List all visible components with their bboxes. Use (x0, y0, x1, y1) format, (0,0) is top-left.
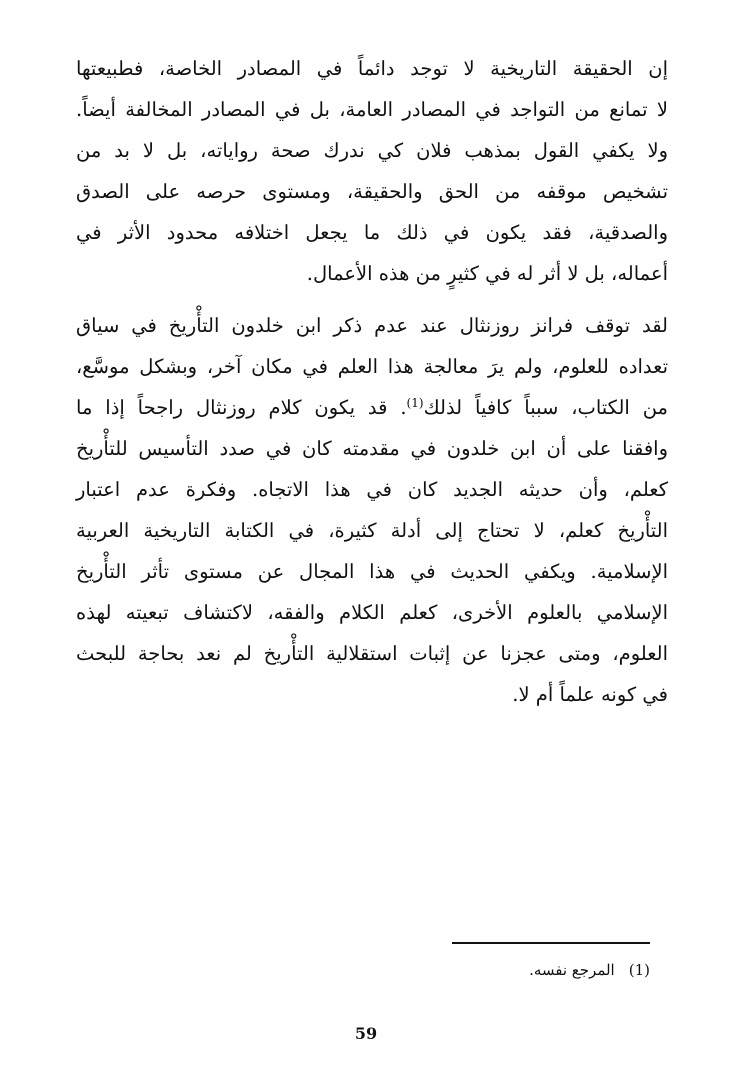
text-line: إن الحقيقة التاريخية لا توجد دائماً في المصادر الخاصة، فطبيعتها (76, 57, 668, 80)
text-line: الإسلامية. ويكفي الحديث في هذا المجال عن مستوى تأثر التأْريخ (76, 560, 668, 583)
text-line: ولا يكفي القول بمذهب فلان كي ندرك صحة رواياته، بل لا بد من (76, 139, 668, 162)
paragraph-2 (76, 305, 668, 715)
body-text (76, 48, 668, 715)
page-number: 59 (354, 1024, 378, 1043)
footnote-number: (1) (628, 961, 650, 979)
text-line: في كونه علماً أم لا. (512, 683, 668, 706)
footnote-separator (452, 942, 650, 944)
text-segment: . قد يكون كلام روزنثال راجحاً إذا ما (76, 396, 407, 419)
text-line: لقد توقف فرانز روزنثال عند عدم ذكر ابن خلدون التأْريخ في سياق (76, 314, 668, 337)
text-line: تشخيص موقفه من الحق والحقيقة، ومستوى حرصه على الصدق (76, 180, 668, 203)
text-line: التأْريخ كعلم، لا تحتاج إلى أدلة كثيرة، في الكتابة التاريخية العربية (76, 519, 668, 542)
text-line: لا تمانع من التواجد في المصادر العامة، بل في المصادر المخالفة أيضاً. (76, 98, 668, 121)
text-line-with-footnote (76, 387, 668, 428)
text-line: العلوم، ومتى عجزنا عن إثبات استقلالية التأْريخ لم نعد بحاجة للبحث (76, 642, 668, 665)
text-segment: من الكتاب، سبباً كافياً لذلك (423, 396, 668, 419)
text-line: أعماله، بل لا أثر له في كثيرٍ من هذه الأعمال. (306, 262, 668, 285)
footnote (529, 958, 650, 982)
paragraph-1 (76, 48, 668, 294)
footnote-text: المرجع نفسه. (529, 961, 615, 979)
text-line: والصدقية، فقد يكون في ذلك ما يجعل اختلافه محدود الأثر في (76, 221, 668, 244)
text-line: تعداده للعلوم، ولم يرَ معالجة هذا العلم في مكان آخر، وبشكل موسَّع، (76, 355, 668, 378)
text-line: وافقنا على أن ابن خلدون في مقدمته كان في صدد التأسيس للتأْريخ (76, 437, 668, 460)
text-line: الإسلامي بالعلوم الأخرى، كعلم الكلام والفقه، لاكتشاف تبعيته لهذه (76, 601, 668, 624)
text-line: كعلم، وأن حديثه الجديد كان في هذا الاتجاه. وفكرة عدم اعتبار (76, 478, 668, 501)
footnote-reference[interactable]: (1) (406, 396, 424, 410)
